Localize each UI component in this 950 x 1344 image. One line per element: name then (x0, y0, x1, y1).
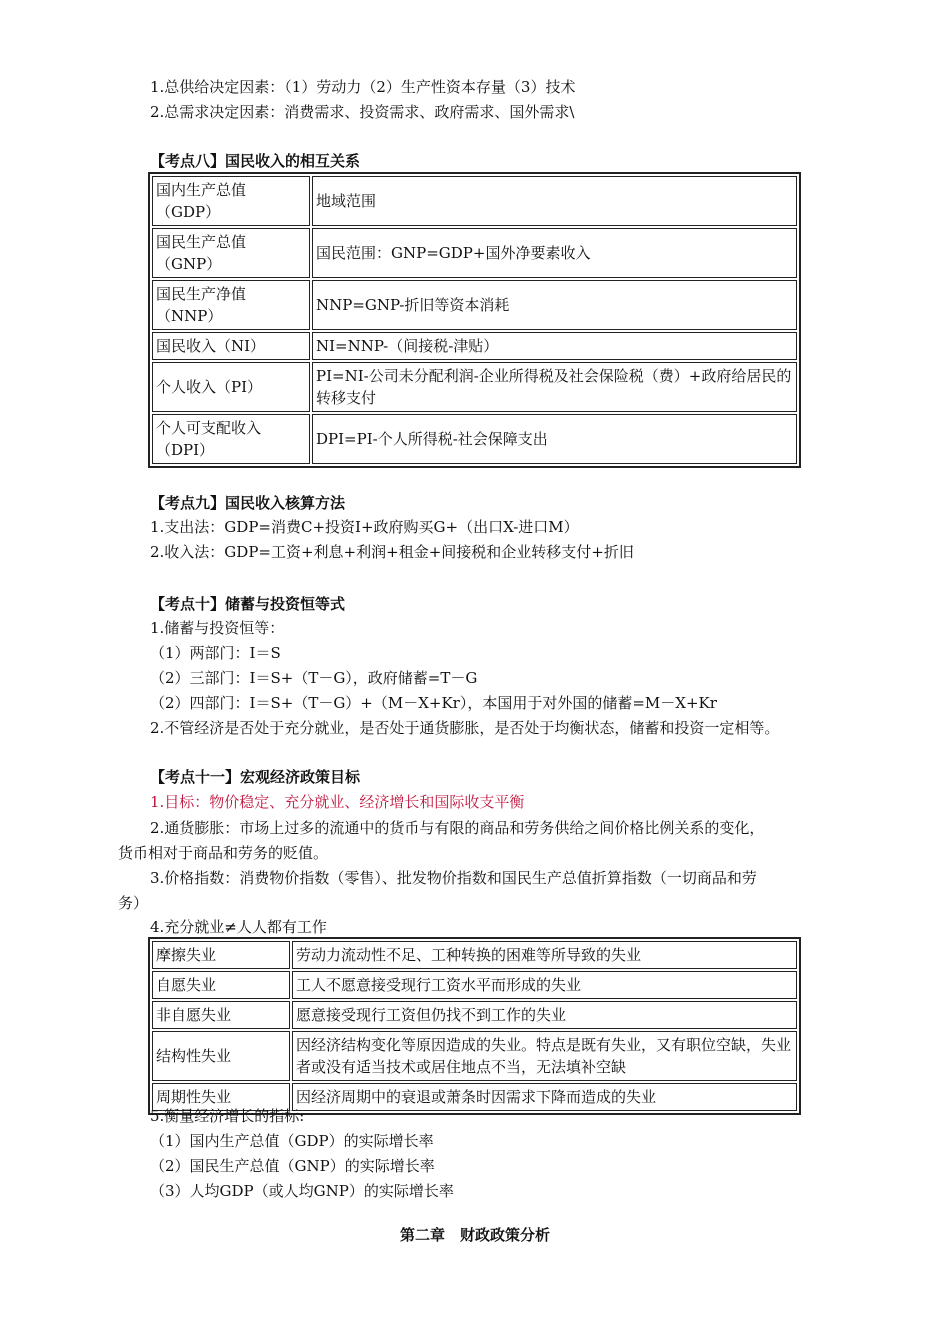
term-name: 个人可支配收入 (156, 419, 262, 437)
type-cell: 摩擦失业 (152, 941, 290, 969)
term-cell (152, 280, 310, 330)
table-row (152, 1001, 797, 1029)
term-cell (152, 228, 310, 278)
description-cell: 劳动力流动性不足、工种转换的困难等所导致的失业 (292, 941, 797, 969)
full-employment: 4.充分就业≠人人都有工作 (150, 918, 327, 936)
table-row (152, 280, 797, 330)
unemployment-table (148, 937, 801, 1115)
table-row (152, 228, 797, 278)
income-method: 2.收入法：GDP=工资+利息+利润+租金+间接税和企业转移支付+折旧 (150, 543, 634, 561)
term-abbr: （GNP） (156, 255, 222, 273)
section10-title: 【考点十】储蓄与投资恒等式 (150, 595, 346, 613)
definition-cell: NNP=GNP-折旧等资本消耗 (312, 280, 797, 330)
table-row (152, 332, 797, 360)
expenditure-method: 1.支出法：GDP=消费C+投资I+政府购买G+（出口X-进口M） (150, 518, 579, 536)
policy-goals: 1.目标：物价稳定、充分就业、经济增长和国际收支平衡 (150, 793, 525, 811)
description-cell: 工人不愿意接受现行工资水平而形成的失业 (292, 971, 797, 999)
term-abbr: （DPI） (156, 441, 215, 459)
table-row (152, 176, 797, 226)
growth-per-capita: （3）人均GDP（或人均GNP）的实际增长率 (150, 1182, 454, 1200)
definition-cell: PI=NI-公司未分配利润-企业所得税及社会保险税（费）+政府给居民的转移支付 (312, 362, 797, 412)
table-row (152, 1031, 797, 1081)
growth-gdp: （1）国内生产总值（GDP）的实际增长率 (150, 1132, 434, 1150)
description-cell: 因经济结构变化等原因造成的失业。特点是既有失业，又有职位空缺，失业者或没有适当技术或居住地点不当，无法填补空缺 (292, 1031, 797, 1081)
term-cell: 国民收入（NI） (152, 332, 310, 360)
definition-cell: 国民范围：GNP=GDP+国外净要素收入 (312, 228, 797, 278)
inflation-def-line2: 货币相对于商品和劳务的贬值。 (118, 844, 329, 862)
three-sector: （2）三部门：I＝S+（T－G），政府储蓄=T－G (150, 669, 478, 687)
type-cell: 自愿失业 (152, 971, 290, 999)
term-cell (152, 176, 310, 226)
term-name: 国民生产净值 (156, 285, 247, 303)
description-cell: 愿意接受现行工资但仍找不到工作的失业 (292, 1001, 797, 1029)
term-name: 国民生产总值 (156, 233, 247, 251)
type-cell: 周期性失业 (152, 1083, 290, 1111)
table-row (152, 941, 797, 969)
national-income-table (148, 172, 801, 468)
identity-note: 2.不管经济是否处于充分就业，是否处于通货膨胀，是否处于均衡状态，储蓄和投资一定相等。 (150, 719, 780, 737)
table-row (152, 971, 797, 999)
two-sector: （1）两部门：I＝S (150, 644, 281, 662)
price-index-line2: 务） (118, 894, 149, 912)
section8-title: 【考点八】国民收入的相互关系 (150, 152, 361, 170)
term-name: 国内生产总值 (156, 181, 247, 199)
identity-intro: 1.储蓄与投资恒等： (150, 619, 285, 637)
type-cell: 非自愿失业 (152, 1001, 290, 1029)
term-cell (152, 414, 310, 464)
term-abbr: （GDP） (156, 203, 221, 221)
term-abbr: （NNP） (156, 307, 223, 325)
type-cell: 结构性失业 (152, 1031, 290, 1081)
chapter-title: 第二章 财政政策分析 (399, 1226, 550, 1244)
price-index-line1: 3.价格指数：消费物价指数（零售）、批发物价指数和国民生产总值折算指数（一切商品和劳 (150, 869, 757, 887)
growth-indicators: 5.衡量经济增长的指标: (150, 1107, 305, 1125)
growth-gnp: （2）国民生产总值（GNP）的实际增长率 (150, 1157, 435, 1175)
table-row (152, 362, 797, 412)
section9-title: 【考点九】国民收入核算方法 (150, 494, 346, 512)
inflation-def-line1: 2.通货膨胀：市场上过多的流通中的货币与有限的商品和劳务供给之间价格比例关系的变化， (150, 819, 765, 837)
definition-cell: 地域范围 (312, 176, 797, 226)
description-cell: 因经济周期中的衰退或萧条时因需求下降而造成的失业 (292, 1083, 797, 1111)
section11-title: 【考点十一】宏观经济政策目标 (150, 768, 361, 786)
demand-factors: 2.总需求决定因素：消费需求、投资需求、政府需求、国外需求\ (150, 103, 575, 121)
table-row (152, 414, 797, 464)
supply-factors: 1.总供给决定因素：（1）劳动力（2）生产性资本存量（3）技术 (150, 78, 576, 96)
definition-cell: NI=NNP-（间接税-津贴） (312, 332, 797, 360)
term-cell: 个人收入（PI） (152, 362, 310, 412)
four-sector: （2）四部门：I＝S+（T－G）+（M－X+Kr），本国用于对外国的储蓄=M－X+Kr (150, 694, 717, 712)
definition-cell: DPI=PI-个人所得税-社会保障支出 (312, 414, 797, 464)
